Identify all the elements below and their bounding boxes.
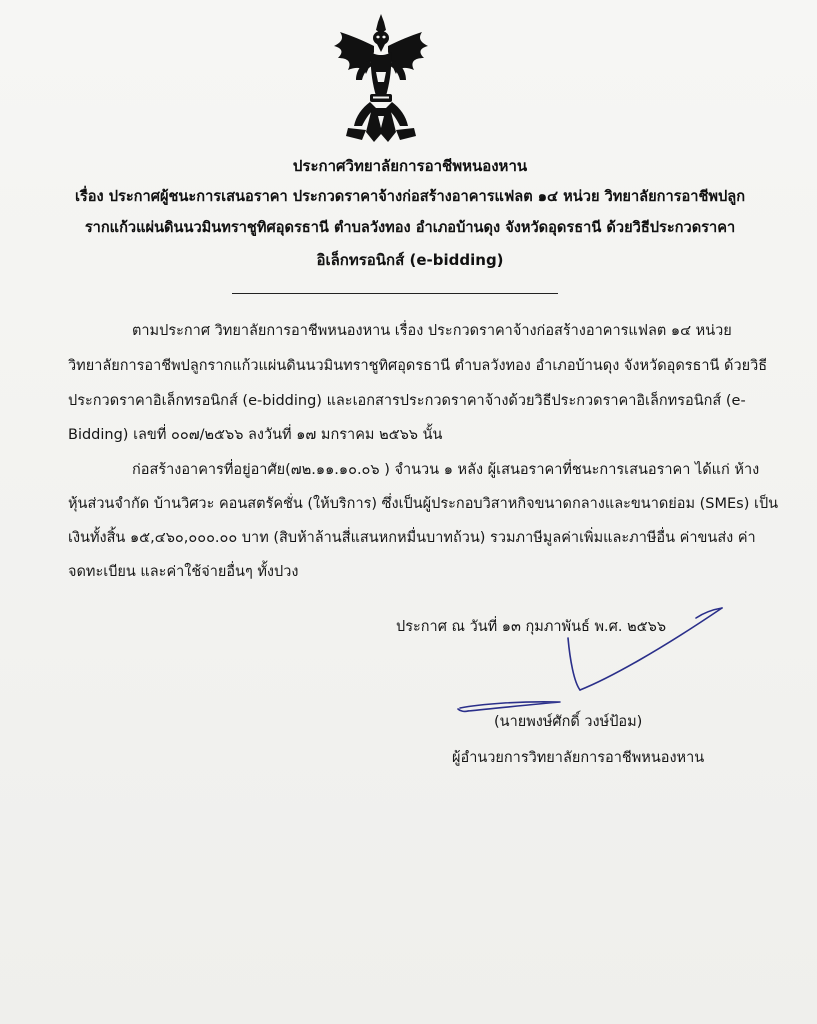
- garuda-emblem: [326, 12, 436, 147]
- para2-line-4: จดทะเบียน และค่าใช้จ่ายอื่นๆ ทั้งปวง: [68, 564, 299, 580]
- announcement-date: ประกาศ ณ วันที่ ๑๓ กุมภาพันธ์ พ.ศ. ๒๕๖๖: [396, 619, 667, 635]
- signatory-name: (นายพงษ์ศักดิ์ วงษ์ป้อม): [494, 714, 643, 730]
- handwritten-signature: [440, 600, 740, 720]
- subject-line-1: เรื่อง ประกาศผู้ชนะการเสนอราคา ประกวดราคาจ้างก่อสร้างอาคารแฟลต ๑๔ หน่วย วิทยาลัยการอาชีพปลูก: [74, 188, 746, 205]
- para1-line-4: Bidding) เลขที่ ๐๐๗/๒๕๖๖ ลงวันที่ ๑๗ มกราคม ๒๕๖๖ นั้น: [68, 427, 443, 443]
- para2-line-2: หุ้นส่วนจำกัด บ้านวิศวะ คอนสตรัคชั่น (ให้บริการ) ซึ่งเป็นผู้ประกอบวิสาหกิจขนาดกลางและขนาดย่อม (SMEs) เป็น: [68, 496, 779, 512]
- para2-line-3: เงินทั้งสิ้น ๑๕,๔๖๐,๐๐๐.๐๐ บาท (สิบห้าล้านสี่แสนหกหมื่นบาทถ้วน) รวมภาษีมูลค่าเพิ่มและภาษีอื่น ค่าขนส่ง ค่า: [68, 530, 756, 546]
- header-divider: [232, 293, 558, 294]
- subject-line-3: อิเล็กทรอนิกส์ (e-bidding): [316, 251, 504, 269]
- para1-line-3: ประกวดราคาอิเล็กทรอนิกส์ (e-bidding) และเอกสารประกวดราคาจ้างด้วยวิธีประกวดราคาอิเล็กทรอนิกส์ (e-: [68, 393, 746, 409]
- para1-line-1: ตามประกาศ วิทยาลัยการอาชีพหนองหาน เรื่อง ประกวดราคาจ้างก่อสร้างอาคารแฟลต ๑๔ หน่วย: [132, 323, 732, 339]
- para2-line-1: ก่อสร้างอาคารที่อยู่อาศัย(๗๒.๑๑.๑๐.๐๖ ) จำนวน ๑ หลัง ผู้เสนอราคาที่ชนะการเสนอราคา ได้แก่ ห้าง: [132, 462, 760, 478]
- announcement-title: ประกาศวิทยาลัยการอาชีพหนองหาน: [292, 157, 528, 175]
- signatory-position: ผู้อำนวยการวิทยาลัยการอาชีพหนองหาน: [452, 750, 705, 766]
- para1-line-2: วิทยาลัยการอาชีพปลูกรากแก้วแผ่นดินนวมินทราชูทิศอุดรธานี ตำบลวังทอง อำเภอบ้านดุง จังหวัดอุดรธานี ด้วยวิธี: [68, 358, 768, 374]
- subject-line-2: รากแก้วแผ่นดินนวมินทราชูทิศอุดรธานี ตำบลวังทอง อำเภอบ้านดุง จังหวัดอุดรธานี ด้วยวิธีประกวดราคา: [84, 219, 736, 236]
